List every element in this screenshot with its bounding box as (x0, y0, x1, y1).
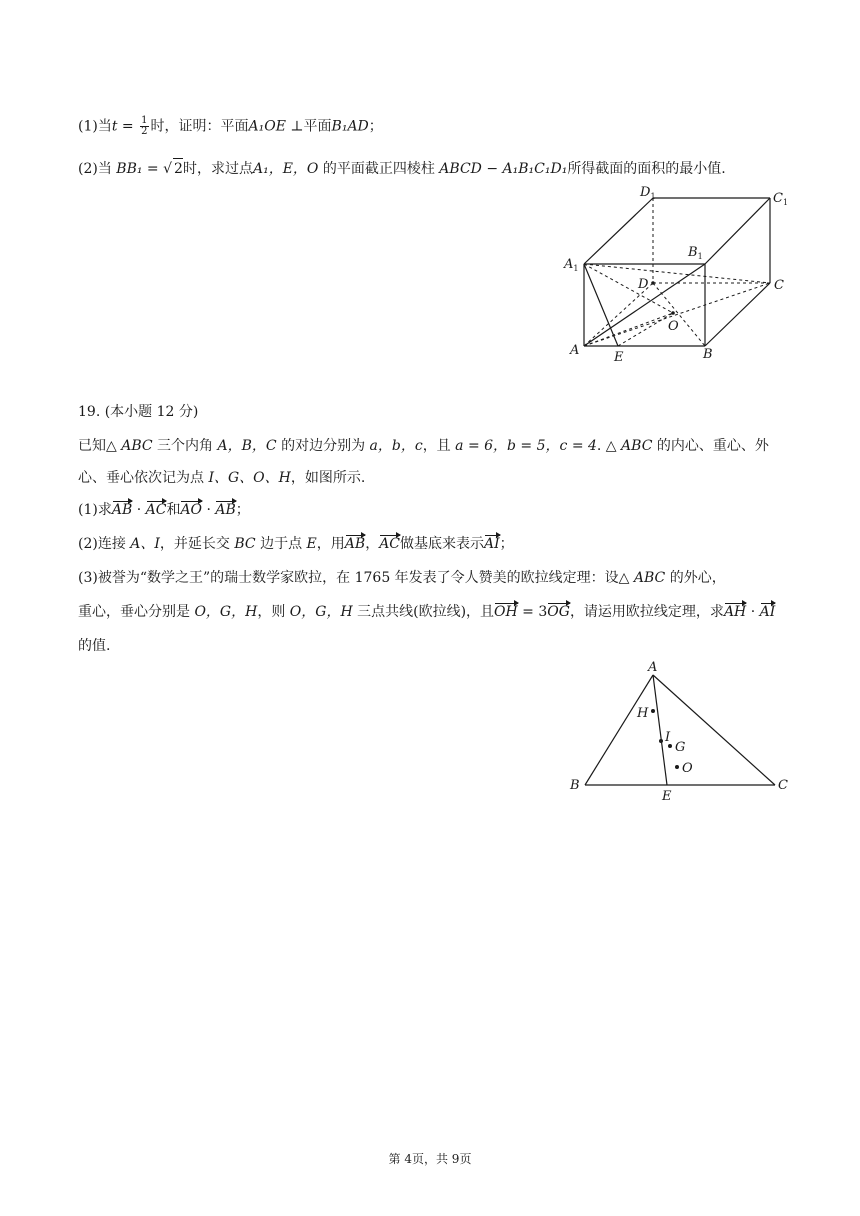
math-point: E (306, 536, 317, 552)
point-I (659, 739, 663, 743)
math-tri: ABC (633, 570, 666, 586)
text: ，用 (316, 536, 345, 552)
label-E: E (614, 350, 624, 365)
text: 所得截面的面积的最小值. (567, 161, 726, 177)
vector: AB (111, 502, 133, 518)
math-points: O，G，H (194, 604, 258, 620)
label-D1: $D_1$ (640, 185, 656, 201)
hidden-edge-AD (584, 283, 653, 346)
hidden-line-A1C (584, 264, 770, 283)
text: (3)被誉为“数学之王”的瑞士数学家欧拉，在 1765 年发表了令人赞美的欧拉线定理：设△ (78, 570, 634, 586)
vector: OH (494, 604, 518, 620)
math-points: O，G，H (289, 604, 353, 620)
text: . △ (596, 438, 622, 454)
point-H (651, 709, 655, 713)
math-seg: BC (234, 536, 256, 552)
page-footer (0, 1150, 860, 1167)
text: ； (368, 118, 383, 135)
frac-numerator: 1 (141, 115, 148, 126)
q19-part3-line1 (78, 568, 726, 588)
edge-A1D1 (584, 198, 653, 264)
q18-part1 (78, 116, 383, 137)
frac-denominator: 2 (141, 126, 148, 137)
text: 的对边分别为 (276, 438, 370, 454)
vector: AH (723, 604, 747, 620)
label-B: B (703, 347, 713, 362)
math-tri: ABC (621, 438, 653, 454)
math-plane: B₁AD (331, 118, 369, 135)
q19-stem-line1 (78, 436, 769, 456)
text: 的平面截正四棱柱 (318, 161, 440, 177)
text: ，则 (257, 604, 290, 620)
sqrt-value: 2 (173, 158, 183, 179)
math-var: t (111, 118, 118, 135)
hidden-line-AO (584, 313, 673, 346)
text: (1)当 (78, 118, 112, 135)
text: 边于点 (255, 536, 307, 552)
text: (2)连接 (78, 536, 131, 552)
text: ， (365, 536, 380, 552)
prism-figure (560, 180, 800, 370)
side-AC (653, 675, 775, 785)
math-points: I、G、O、H (208, 470, 291, 486)
text: · (746, 604, 760, 620)
text: = 3 (517, 604, 548, 620)
math-points: A、I (130, 536, 160, 552)
text: = (117, 118, 139, 135)
text: ，如图所示. (290, 470, 366, 486)
fraction (140, 116, 148, 137)
label-D: D (638, 277, 649, 292)
text: = (142, 161, 164, 177)
text: 做基底来表示 (400, 536, 485, 552)
vector: AC (145, 502, 167, 518)
side-AB (585, 675, 653, 785)
text: (2)当 (78, 161, 117, 177)
page-number: 第 4页，共 9页 (388, 1152, 472, 1166)
label-C: C (778, 778, 788, 793)
hidden-line-DB (653, 283, 705, 346)
label-A1: $A_1$ (564, 257, 579, 273)
q19-stem-line2 (78, 468, 365, 488)
text: 时，求过点 (182, 161, 253, 177)
text: 心、垂心依次记为点 (78, 470, 209, 486)
math-points: A₁，E，O (252, 161, 319, 177)
label-C1: $C_1$ (773, 191, 789, 207)
math-seg: BB₁ (116, 161, 143, 177)
vector: AC (379, 536, 401, 552)
math-prism: ABCD − A₁B₁C₁D₁ (439, 161, 568, 177)
text: · (132, 502, 146, 518)
q18-part2 (78, 158, 726, 179)
text: · (202, 502, 216, 518)
label-A: A (648, 660, 658, 675)
math-values: a = 6，b = 5，c = 4 (455, 438, 597, 454)
vector: AI (484, 536, 500, 552)
text: ⊥平面 (285, 118, 332, 135)
vector: AI (759, 604, 776, 620)
vector: OG (547, 604, 570, 620)
point-D (651, 281, 655, 285)
label-E: E (662, 789, 672, 804)
triangle-figure (560, 655, 800, 805)
label-O: O (668, 319, 679, 334)
text: 三点共线(欧拉线)，且 (352, 604, 495, 620)
math-tri: ABC (121, 438, 153, 454)
line-A1E (584, 264, 618, 346)
label-A: A (570, 343, 580, 358)
text: 已知△ (78, 438, 122, 454)
math-sides: a，b，c (369, 438, 423, 454)
label-O: O (682, 761, 693, 776)
text: ，请运用欧拉线定理，求 (569, 604, 724, 620)
text: 的值. (78, 638, 111, 654)
text: ； (235, 502, 250, 518)
vector: AB (344, 536, 366, 552)
edge-B1C1 (705, 198, 770, 264)
label-H: H (637, 706, 649, 721)
point-O (675, 765, 679, 769)
label-C: C (774, 278, 784, 293)
vector: AB (215, 502, 236, 518)
q19-part3-line2 (78, 602, 775, 622)
vector: AO (180, 502, 203, 518)
math-plane: A₁OE (248, 118, 286, 135)
label-B1: $B_1$ (688, 245, 703, 261)
sqrt-sign: √ (163, 161, 173, 177)
hidden-line-AC (584, 283, 770, 346)
text: 的外心， (665, 570, 726, 586)
text: 时，证明：平面 (150, 118, 249, 135)
q19-part1 (78, 500, 250, 520)
text: 的内心、重心、外 (652, 438, 769, 454)
text: ，并延长交 (159, 536, 235, 552)
q19-part3-line3 (78, 636, 110, 656)
label-G: G (675, 740, 686, 755)
text: 和 (166, 502, 181, 518)
text: ； (499, 536, 514, 552)
edge-BC (705, 283, 770, 346)
text: 重心，垂心分别是 (78, 604, 195, 620)
text: ，且 (422, 438, 456, 454)
q19-part2 (78, 534, 514, 554)
q19-header (78, 402, 198, 422)
label-I: I (665, 730, 671, 745)
question-number: 19. (本小题 12 分) (78, 404, 199, 420)
text: 三个内角 (152, 438, 218, 454)
point-O (671, 311, 675, 315)
text: (1)求 (78, 502, 112, 518)
math-angles: A，B，C (217, 438, 277, 454)
label-B: B (570, 778, 580, 793)
